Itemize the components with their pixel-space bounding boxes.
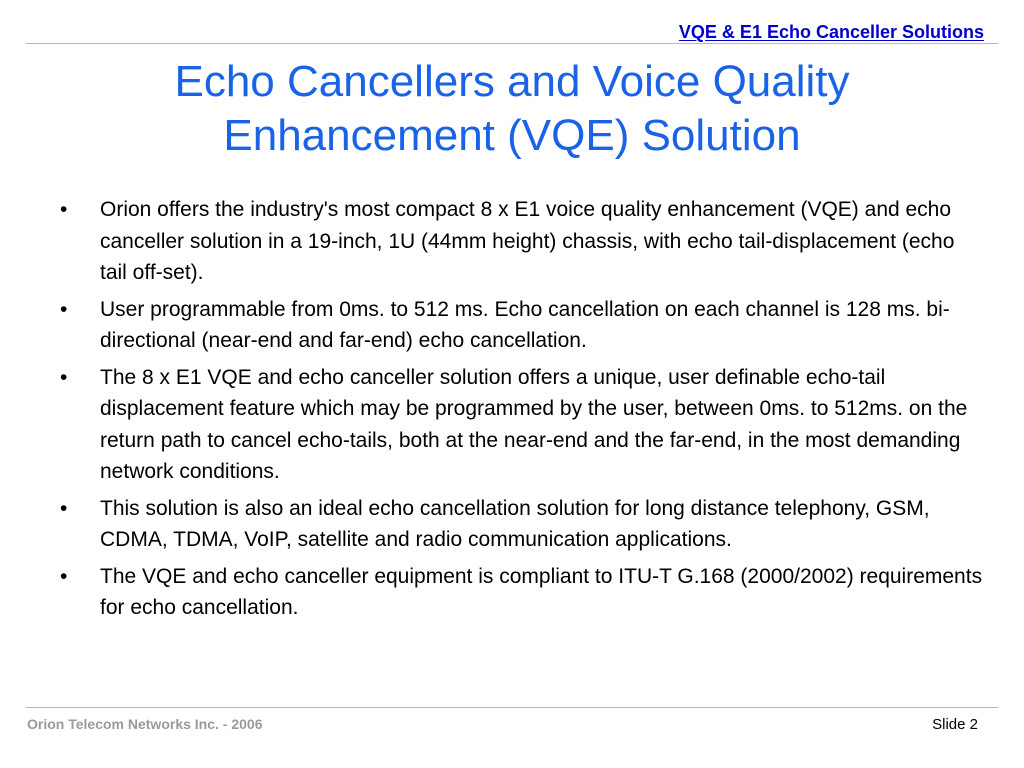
header-divider xyxy=(26,43,998,44)
slide-number: Slide 2 xyxy=(932,716,978,733)
footer-divider xyxy=(26,707,998,708)
bullet-list xyxy=(58,194,984,629)
slide-title: Echo Cancellers and Voice Quality Enhancement (VQE) Solution xyxy=(174,57,850,160)
footer-company: Orion Telecom Networks Inc. - 2006 xyxy=(27,716,263,732)
bullet-item-3: • The 8 x E1 VQE and echo canceller solution offers a unique, user definable echo-tail displacement feature which may be programmed by the user, between 0ms. to 512ms. on the return path to cancel echo-tails, both at the near-end and the far-end, in the most demanding network conditions. xyxy=(58,362,984,488)
bullet-item-2: • User programmable from 0ms. to 512 ms. Echo cancellation on each channel is 128 ms. bi-directional (near-end and far-end) echo cancellation. xyxy=(58,294,984,357)
header-title: VQE & E1 Echo Canceller Solutions xyxy=(678,22,984,42)
bullet-item-4: • This solution is also an ideal echo cancellation solution for long distance telephony, GSM, CDMA, TDMA, VoIP, satellite and radio communication applications. xyxy=(58,493,984,556)
bullet-item-5: • The VQE and echo canceller equipment is compliant to ITU-T G.168 (2000/2002) requirements for echo cancellation. xyxy=(58,561,984,624)
bullet-item-1: • Orion offers the industry's most compact 8 x E1 voice quality enhancement (VQE) and echo canceller solution in a 19-inch, 1U (44mm height) chassis, with echo tail-displacement (echo tail off-set). xyxy=(58,194,984,289)
